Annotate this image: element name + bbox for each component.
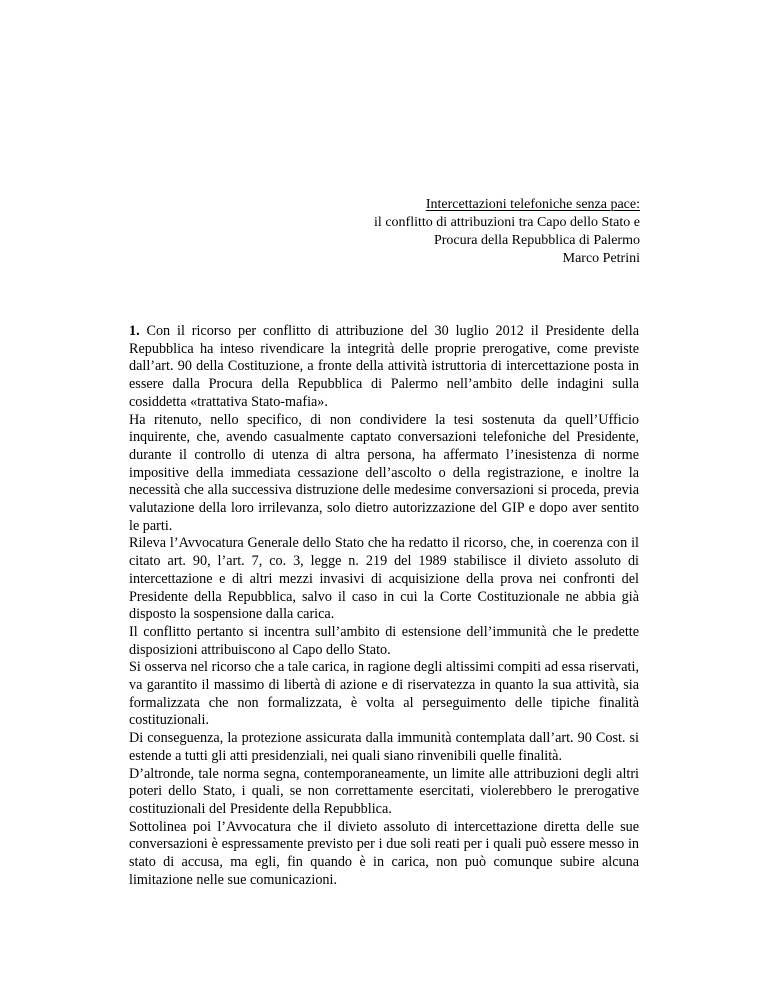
author-name: Marco Petrini <box>562 251 640 266</box>
paragraph: Si osserva nel ricorso che a tale carica, in ragione degli altissimi compiti ad essa riservati, va garantito il massimo di libertà di azione e di riservatezza in quanto la sua attività, sia formalizzata che non formalizzata, è volta al perseguimento delle tipiche finalità costituzionali. <box>129 659 639 729</box>
title-block <box>200 196 640 268</box>
title-line-2: il conflitto di attribuzioni tra Capo dello Stato e <box>374 215 640 230</box>
paragraph: Sottolinea poi l’Avvocatura che il divieto assoluto di intercettazione diretta delle sue conversazioni è espressamente previsto per i due soli reati per i quali può essere messo in stato di accusa, ma egli, fin quando è in carica, non può comunque subire alcuna limitazione nelle sue comunicazioni. <box>129 818 639 888</box>
title-line-3: Procura della Repubblica di Palermo <box>433 233 640 248</box>
paragraph: Rileva l’Avvocatura Generale dello Stato che ha redatto il ricorso, che, in coerenza con il citato art. 90, l’art. 7, co. 3, legge n. 219 del 1989 stabilisce il divieto assoluto di intercettazione e di altri mezzi invasivi di acquisizione della prova nei confronti del Presidente della Repubblica, salvo il caso in cui la Corte Costituzionale ne abbia già disposto la sospensione dalla carica. <box>129 535 639 623</box>
body-text <box>129 323 639 890</box>
paragraph: Di conseguenza, la protezione assicurata dalla immunità contemplata dall’art. 90 Cost. si estende a tutti gli atti presidenziali, nei quali siano rinvenibili quelle finalità. <box>129 730 639 764</box>
section-number: 1. <box>129 323 140 339</box>
paragraph <box>129 323 639 412</box>
paragraph-text: Con il ricorso per conflitto di attribuzione del 30 luglio 2012 il Presidente della Repubblica ha inteso rivendicare la integrità delle proprie prerogative, come previste dall’art. 90 della Costituzione, a fronte della attività istruttoria di intercettazione posta in essere dalla Procura della Repubblica di Palermo nell’ambito delle indagini sulla cosiddetta «trattativa Stato-mafia». <box>129 323 640 410</box>
paragraph: Ha ritenuto, nello specifico, di non condividere la tesi sostenuta da quell’Ufficio inquirente, che, avendo casualmente captato conversazioni telefoniche del Presidente, durante il controllo di utenza di altra persona, ha affermato l’inesistenza di norme impositive della immediata cessazione dell’ascolto o della registrazione, e inoltre la necessità che alla successiva distruzione delle medesime conversazioni si proceda, previa valutazione della loro irrilevanza, solo dietro autorizzazione del GIP e dopo aver sentito le parti. <box>129 411 639 534</box>
title-line-1: Intercettazioni telefoniche senza pace: <box>425 197 640 212</box>
paragraph: D’altronde, tale norma segna, contemporaneamente, un limite alle attribuzioni degli altri poteri dello Stato, i quali, se non correttamente esercitati, violerebbero le prerogative costituzionali del Presidente della Repubblica. <box>129 765 639 817</box>
paragraph: Il conflitto pertanto si incentra sull’ambito di estensione dell’immunità che le predette disposizioni attribuiscono al Capo dello Stato. <box>129 623 639 658</box>
